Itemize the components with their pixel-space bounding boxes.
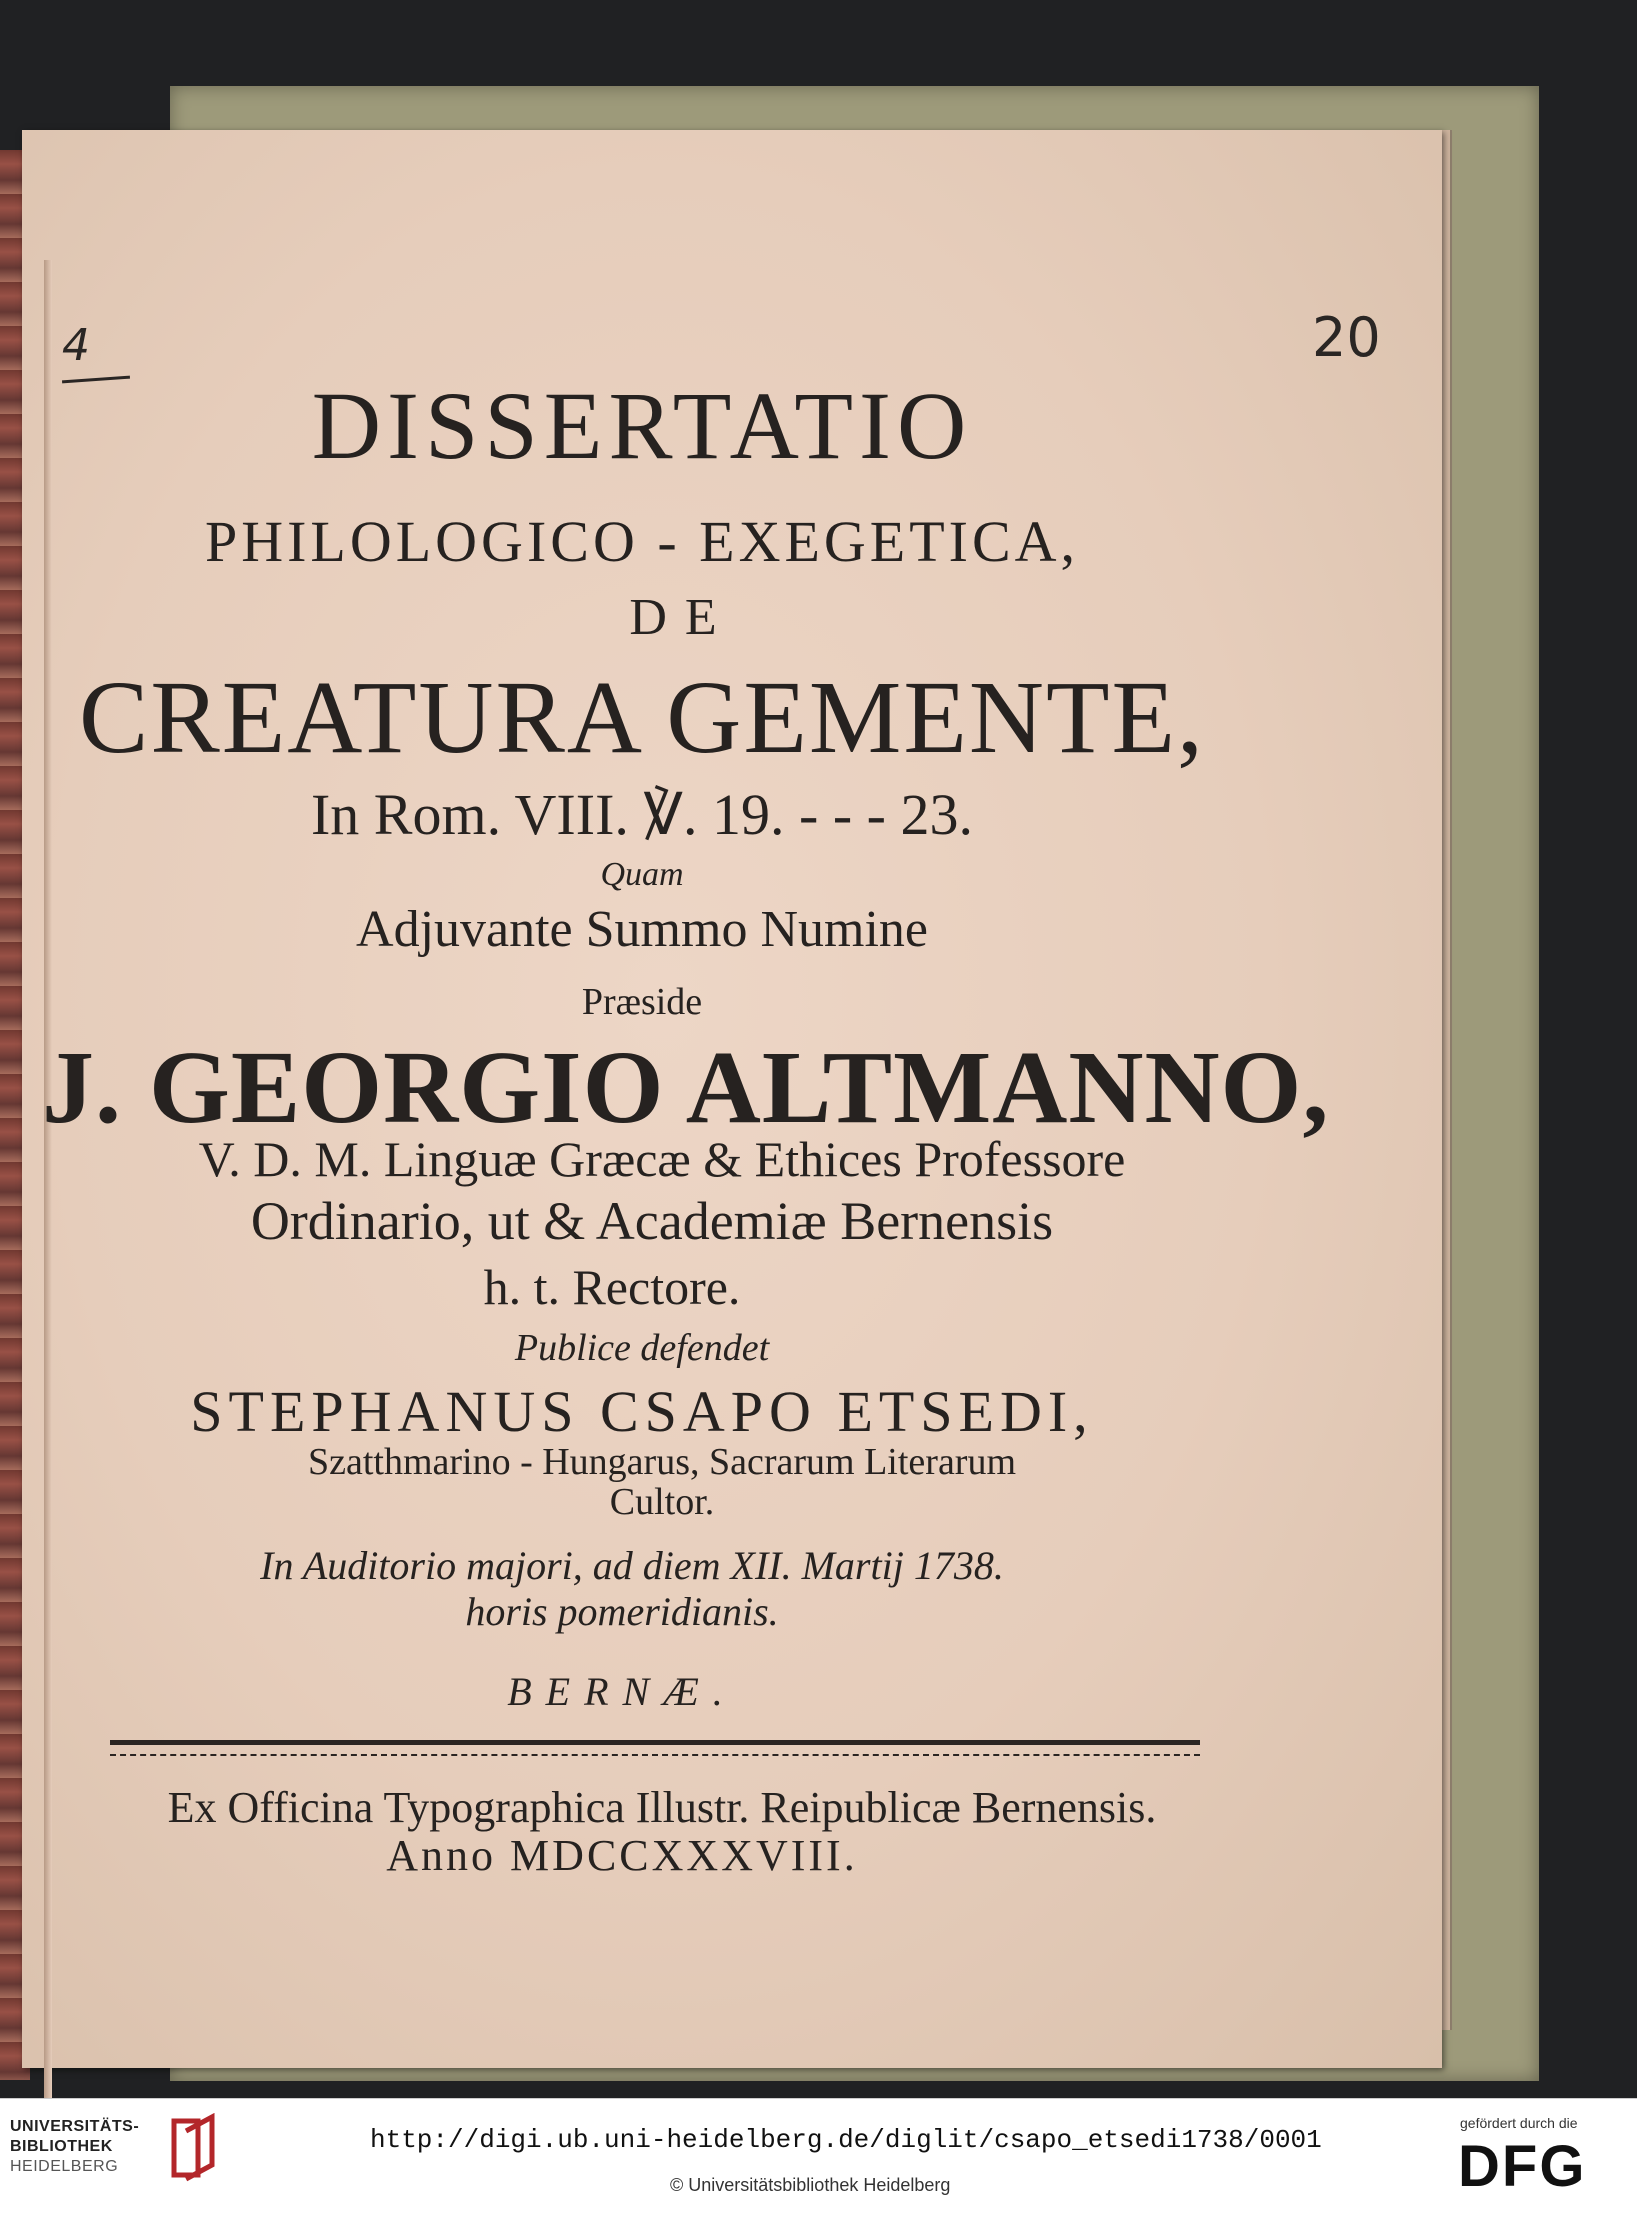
library-name-line2: BIBLIOTHEK xyxy=(10,2138,113,2155)
permalink-url[interactable]: http://digi.ub.uni-heidelberg.de/diglit/csapo_etsedi1738/0001 xyxy=(370,2125,1322,2155)
title-reference: In Rom. VIII. ℣. 19. - - - 23. xyxy=(310,782,973,847)
imprint-rule xyxy=(110,1740,1200,1745)
respondent-origin: Szatthmarino - Hungarus, Sacrarum Literarum xyxy=(307,1441,1017,1483)
viewer-footer xyxy=(0,2098,1637,2213)
defense-time: horis pomeridianis. xyxy=(465,1589,779,1634)
imprint-year: Anno MDCCXXXVIII. xyxy=(386,1831,858,1880)
handwritten-number-left: 4 xyxy=(62,320,90,371)
text-adjuvante: Adjuvante Summo Numine xyxy=(356,901,928,958)
library-logo[interactable] xyxy=(10,2117,139,2177)
title-de: DE xyxy=(629,589,735,646)
library-name-line3: HEIDELBERG xyxy=(10,2158,119,2175)
copyright-notice: © Universitätsbibliothek Heidelberg xyxy=(670,2175,951,2195)
respondent-cultor: Cultor. xyxy=(609,1481,715,1523)
text-praeside: Præside xyxy=(581,981,703,1023)
praeses-name: J. GEORGIO ALTMANNO, xyxy=(42,1030,1330,1145)
defense-date: In Auditorio majori, ad diem XII. Martij 1738. xyxy=(260,1543,1004,1588)
library-emblem-icon xyxy=(168,2113,220,2183)
respondent-name: STEPHANUS CSAPO ETSEDI, xyxy=(190,1379,1094,1444)
place-bernae: BERNÆ. xyxy=(507,1669,737,1714)
title-page xyxy=(22,130,1442,2068)
handwritten-number-right: 20 xyxy=(1312,306,1381,369)
dfg-logo[interactable]: DFG xyxy=(1458,2134,1587,2199)
text-publice-defendet: Publice defendet xyxy=(514,1327,770,1369)
funding-caption: gefördert durch die xyxy=(1460,2115,1578,2131)
title-dissertatio: DISSERTATIO xyxy=(311,372,973,479)
praeses-title-3: h. t. Rectore. xyxy=(483,1259,741,1315)
library-name-line1: UNIVERSITÄTS- xyxy=(10,2118,140,2135)
text-quam: Quam xyxy=(600,856,684,893)
imprint-printer: Ex Officina Typographica Illustr. Reipublicæ Bernensis. xyxy=(167,1783,1157,1832)
praeses-title-1: V. D. M. Linguæ Græcæ & Ethices Professore xyxy=(198,1131,1126,1187)
title-philologico: PHILOLOGICO - EXEGETICA, xyxy=(204,509,1080,574)
title-creatura: CREATURA GEMENTE, xyxy=(79,660,1205,775)
praeses-title-2: Ordinario, ut & Academiæ Bernensis xyxy=(250,1191,1054,1251)
imprint-rule-dashed xyxy=(110,1754,1200,1756)
